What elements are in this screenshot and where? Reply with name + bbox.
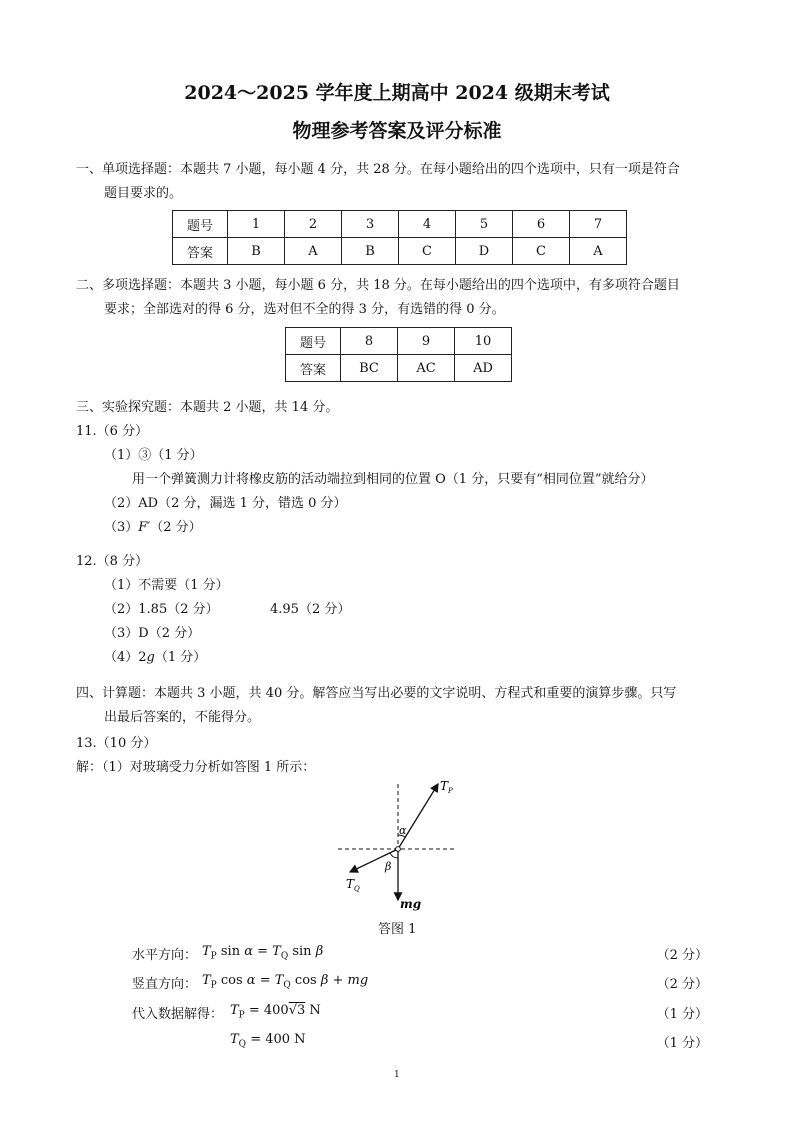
eq4-formula: $T_Q = 400$ N (230, 1032, 306, 1050)
table-row-answers (286, 355, 512, 382)
q13-intro: 解：（1）对玻璃受力分析如答图 1 所示： (76, 760, 316, 775)
beta-arc (390, 853, 398, 858)
eq2-label: 竖直方向： (132, 977, 198, 992)
table-cell: 8 (341, 328, 398, 355)
section-4-heading-line1: 四、计算题：本题共 3 小题，共 40 分。解答应当写出必要的文字说明、方程式和重要的演算步骤。只写 (76, 686, 677, 701)
question-13-label: 13.（10 分） (76, 736, 157, 751)
eq1-label: 水平方向： (132, 948, 198, 963)
eq1-formula: $T_P$ $\sin \alpha = T_Q$ sin β (202, 944, 324, 962)
table-cell: B (228, 238, 285, 265)
table-cell: 1 (228, 211, 285, 238)
label-beta: β (385, 860, 392, 873)
section-1-heading-line1: 一、单项选择题：本题共 7 小题，每小题 4 分，共 28 分。在每小题给出的四个选项中，只有一项是符合 (76, 162, 680, 177)
q12-part4-score: （1 分） (154, 650, 207, 665)
tension-p-arrow (398, 784, 438, 849)
table-row-answers (173, 238, 627, 265)
q11-part2: （2）AD（2 分，漏选 1 分，错选 0 分） (104, 496, 347, 511)
page-subtitle: 物理参考答案及评分标准 (292, 120, 502, 142)
answer-table-multiple (285, 327, 512, 382)
table-cell: 2 (285, 211, 342, 238)
point-object (396, 847, 401, 852)
table-cell: BC (341, 355, 398, 382)
eq1-score: （2 分） (656, 948, 708, 963)
q12-part4-symbol: g (146, 650, 155, 665)
question-12-label: 12.（8 分） (76, 554, 149, 569)
section-2-heading (76, 274, 680, 322)
q11-part3-score: （2 分） (150, 520, 202, 535)
table-row-questions (286, 328, 512, 355)
table-cell: 4 (399, 211, 456, 238)
section-4-heading (76, 682, 676, 730)
section-1-heading (76, 158, 680, 206)
table-cell: D (456, 238, 513, 265)
table-cell: A (285, 238, 342, 265)
q12-part2: （2）1.85（2 分） (104, 602, 219, 617)
table-cell: 3 (342, 211, 399, 238)
row-label: 题号 (173, 211, 228, 238)
table-cell: 10 (455, 328, 512, 355)
table-cell: AC (398, 355, 455, 382)
q12-part1: （1）不需要（1 分） (104, 578, 229, 593)
row-label: 答案 (173, 238, 228, 265)
eq3-label: 代入数据解得： (132, 1007, 224, 1022)
eq2-formula: $T_P$ $\cos \alpha = T_Q$ cos β + mg (202, 973, 369, 991)
q12-part4-prefix: （4）2 (104, 650, 147, 665)
table-cell: A (570, 238, 627, 265)
table-row-questions (173, 211, 627, 238)
page-title: 2024～2025 学年度上期高中 2024 级期末考试 (184, 82, 610, 104)
section-2-heading-line2: 要求；全部选对的得 6 分，选对但不全的得 3 分，有选错的得 0 分。 (104, 302, 505, 317)
question-11-label: 11.（6 分） (76, 424, 149, 439)
table-cell: 9 (398, 328, 455, 355)
figure-caption: 答图 1 (378, 922, 417, 937)
section-3-heading: 三、实验探究题：本题共 2 小题，共 14 分。 (76, 400, 339, 415)
q11-part3-prefix: （3） (104, 520, 139, 535)
section-4-heading-line2: 出最后答案的，不能得分。 (104, 710, 261, 725)
eq3-formula: $T_P = 400√3$ N (230, 1003, 321, 1021)
q11-part1: （1）③（1 分） (104, 448, 203, 463)
label-tp: $T_P$ (440, 779, 453, 795)
q11-part3-symbol: F′ (138, 520, 151, 535)
table-cell: C (399, 238, 456, 265)
row-label: 题号 (286, 328, 341, 355)
q12-part3: （3）D（2 分） (104, 626, 201, 641)
q12-part2-second: 4.95（2 分） (270, 602, 351, 617)
page-number: 1 (394, 1070, 400, 1080)
eq2-score: （2 分） (656, 977, 708, 992)
table-cell: 7 (570, 211, 627, 238)
q11-part1-detail: 用一个弹簧测力计将橡皮筋的活动端拉到相同的位置 O（1 分，只要有“相同位置”就给分） (132, 472, 654, 487)
label-alpha: α (399, 824, 407, 837)
table-cell: 6 (513, 211, 570, 238)
force-diagram (330, 772, 470, 912)
section-1-heading-line2: 题目要求的。 (104, 186, 183, 201)
table-cell: C (513, 238, 570, 265)
answer-table-single (172, 210, 627, 265)
eq4-score: （1 分） (656, 1036, 708, 1051)
eq3-score: （1 分） (656, 1007, 708, 1022)
table-cell: 5 (456, 211, 513, 238)
table-cell: AD (455, 355, 512, 382)
label-tq: $T_Q$ (346, 877, 360, 893)
label-mg: mg (400, 897, 422, 911)
table-cell: B (342, 238, 399, 265)
q11-part3 (104, 516, 202, 535)
row-label: 答案 (286, 355, 341, 382)
q12-part4 (104, 646, 206, 665)
section-2-heading-line1: 二、多项选择题：本题共 3 小题，每小题 6 分，共 18 分。在每小题给出的四个选项中，有多项符合题目 (76, 278, 680, 293)
